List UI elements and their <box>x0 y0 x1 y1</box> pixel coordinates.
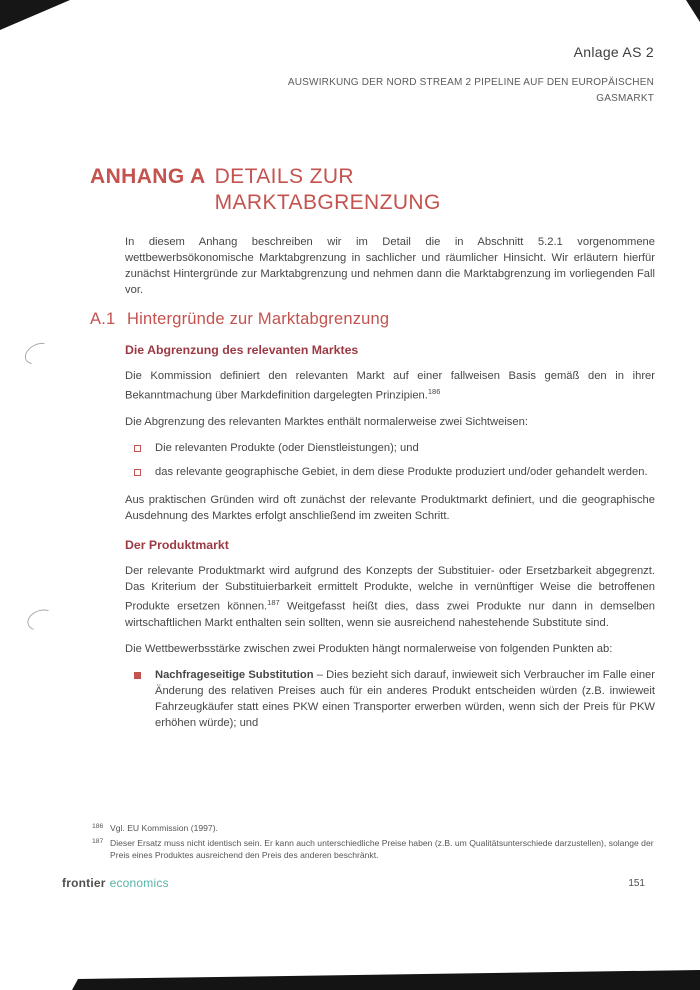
annex-label: Anlage AS 2 <box>573 44 654 60</box>
report-title-line2: GASMARKT <box>596 92 654 104</box>
subheading-marktabgrenzung: Die Abgrenzung des relevanten Marktes <box>125 343 359 358</box>
report-title <box>288 75 654 106</box>
open-square-bullet-icon <box>134 445 141 452</box>
list-item-text: Die relevanten Produkte (oder Dienstleistungen); und <box>155 441 419 454</box>
paragraph-produktmarkt <box>125 563 655 631</box>
list-item <box>125 440 655 456</box>
scan-corner-mark-top-right <box>686 0 700 22</box>
open-square-bullet-icon <box>134 469 141 476</box>
list-item-text <box>155 667 655 731</box>
footnote-number: 187 <box>92 838 104 846</box>
page-header <box>288 44 654 106</box>
footnote-number: 186 <box>92 823 104 830</box>
scan-corner-mark-top-left <box>0 0 70 30</box>
paragraph-produktmarkt-text1: Der relevante Produktmarkt wird aufgrund des Konzepts der Substituier- oder Ersetzbarkeit abgegrenzt. Das Kriterium der Substituierbarkeit ermittelt Produkte, welche in vernünftiger Weise die betroffenen Produkte ersetzen können. <box>125 564 655 613</box>
list-item <box>125 667 655 731</box>
list-item-lead: Nachfrageseitige Substitution <box>155 668 314 681</box>
report-title-line1: AUSWIRKUNG DER NORD STREAM 2 PIPELINE AUF DEN EUROPÄISCHEN <box>287 77 654 88</box>
hole-punch-mark-top <box>21 339 55 369</box>
appendix-title-label: ANHANG A <box>90 165 206 188</box>
section-title: Hintergründe zur Marktabgrenzung <box>127 310 390 329</box>
appendix-title-text: DETAILS ZUR MARKTABGRENZUNG <box>214 165 441 215</box>
bullet-list-sichtweisen <box>125 440 655 480</box>
page-number: 151 <box>628 878 645 889</box>
section-number: A.1 <box>90 310 116 329</box>
hole-punch-mark-bottom <box>24 606 57 634</box>
filled-square-bullet-icon <box>134 672 141 679</box>
paragraph-wettbewerbsstaerke: Die Wettbewerbsstärke zwischen zwei Produkten hängt normalerweise von folgenden Punkten ab: <box>125 642 613 655</box>
paragraph-sichtweisen: Die Abgrenzung des relevanten Marktes enthält normalerweise zwei Sichtweisen: <box>125 415 528 428</box>
list-item-text: das relevante geographische Gebiet, in dem diese Produkte produziert und/oder gehandelt werden. <box>155 465 648 478</box>
paragraph-kommission-text: Die Kommission definiert den relevanten Markt auf einer fallweisen Basis gemäß den in ihrer Bekanntmachung über Markdefinition dargelegten Prinzipien. <box>125 370 655 402</box>
intro-paragraph: In diesem Anhang beschreiben wir im Detail die in Abschnitt 5.2.1 vorgenommene wettbewerbsökonomische Marktabgrenzung in sachlicher und räumlicher Hinsicht. Wir erläutern hierfür zunächst Hintergründe zur Marktabgrenzung und nehmen dann die Marktabgrenzung im vorliegenden Fall vor. <box>125 236 655 297</box>
footnote-187 <box>92 837 658 861</box>
footnote-text: Dieser Ersatz muss nicht identisch sein. Er kann auch unterschiedliche Preise haben (z.B. um Qualitätsunterschiede darzustellen), solange der Preis eines Produktes ausreichend den Preis des anderen beschränkt. <box>110 838 654 861</box>
list-item <box>125 464 655 480</box>
brand-frontier: frontier <box>62 876 106 890</box>
scan-edge-mark-bottom <box>0 970 700 990</box>
bullet-list-substitution <box>125 667 655 731</box>
footnote-ref-186: 186 <box>427 387 441 397</box>
footnotes <box>92 822 658 865</box>
appendix-title <box>90 164 655 216</box>
document-body <box>90 164 655 743</box>
footnote-text: Vgl. EU Kommission (1997). <box>110 823 218 833</box>
section-heading-a1 <box>90 310 655 329</box>
list-item-rest: – Dies bezieht sich darauf, inwieweit sich Verbraucher im Falle einer Änderung des relativen Preises auch für ein anderes Produkt entscheiden würden (z.B. inwieweit Fahrzeugkäufer statt eines PKW einen Transporter erwerben würden, wenn sich der Preis für PKW erhöhen würde); und <box>155 668 655 729</box>
frontier-economics-logo <box>62 876 169 890</box>
paragraph-produktmarkt-text2: Weitgefasst heißt dies, dass zwei Produkte nur dann in demselben wirtschaftlichen Markt enthalten sein sollten, wenn sie ausreichend nahestehende Substitute sind. <box>125 600 655 629</box>
brand-economics: economics <box>109 876 169 890</box>
footnote-ref-187: 187 <box>267 597 280 607</box>
paragraph-kommission <box>125 368 655 404</box>
subheading-produktmarkt: Der Produktmarkt <box>125 537 229 552</box>
paragraph-praktische-gruende: Aus praktischen Gründen wird oft zunächst der relevante Produktmarkt definiert, und die geographische Ausdehnung des Marktes erfolgt anschließend im zweiten Schritt. <box>125 493 655 522</box>
footnote-186 <box>92 822 658 834</box>
